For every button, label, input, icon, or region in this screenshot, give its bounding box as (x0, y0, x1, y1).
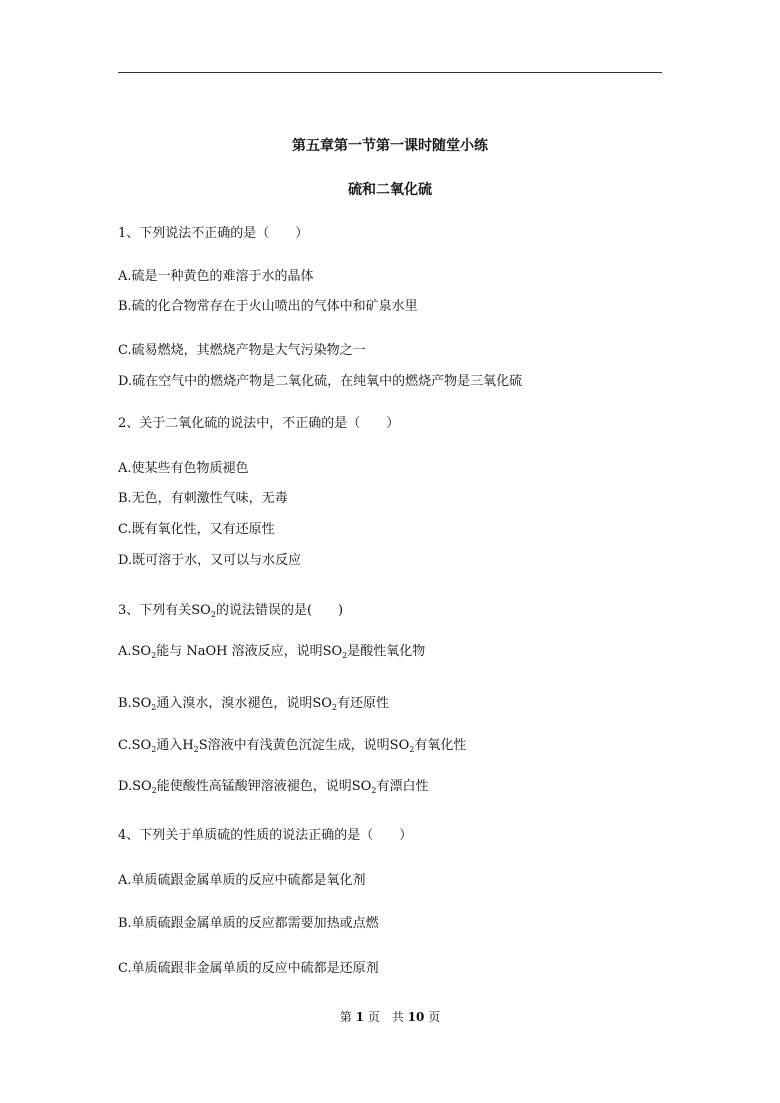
q4-stem: 4、下列关于单质硫的性质的说法正确的是（ ） (118, 828, 413, 843)
page-number: 1 (355, 1010, 364, 1024)
q1-option-d: D.硫在空气中的燃烧产物是二氧化硫，在纯氧中的燃烧产物是三氧化硫 (118, 374, 523, 389)
q2-option-d: D.既可溶于水，又可以与水反应 (118, 553, 302, 568)
header-rule (118, 72, 662, 73)
q4-option-c: C.单质硫跟非金属单质的反应中硫都是还原剂 (118, 961, 379, 976)
q3-option-b: $B.SO_2$通入溴水，溴水褪色，说明$SO_2$有还原性 (118, 696, 390, 712)
q3-option-c: $C.SO_2$通入$H_2S$溶液中有浅黄色沉淀生成，说明$SO_2$有氧化性 (118, 738, 467, 754)
q1-option-b: B.硫的化合物常存在于火山喷出的气体中和矿泉水里 (118, 299, 418, 314)
q2-option-c: C.既有氧化性，又有还原性 (118, 522, 275, 537)
footer-suffix: 页 (428, 1010, 441, 1024)
page-footer (0, 1009, 780, 1025)
q1-stem: 1、下列说法不正确的是（ ） (118, 226, 309, 241)
q3-stem: 3、下列有关$SO_2$的说法错误的是( ) (118, 603, 344, 619)
q2-option-a: A.使某些有色物质褪色 (118, 461, 249, 476)
q4-option-b: B.单质硫跟金属单质的反应都需要加热或点燃 (118, 916, 379, 931)
footer-middle: 页 共 (367, 1010, 404, 1024)
doc-title: 第五章第一节第一课时随堂小练 (292, 138, 488, 154)
q1-option-a: A.硫是一种黄色的难溶于水的晶体 (118, 269, 314, 284)
q1-option-c: C.硫易燃烧，其燃烧产物是大气污染物之一 (118, 343, 366, 358)
page-total: 10 (407, 1010, 425, 1024)
q3-option-d: $D.SO_2$能使酸性高锰酸钾溶液褪色，说明$SO_2$有漂白性 (118, 779, 429, 795)
q4-option-a: A.单质硫跟金属单质的反应中硫都是氧化剂 (118, 873, 366, 888)
q2-stem: 2、关于二氧化硫的说法中，不正确的是（ ） (118, 416, 400, 431)
doc-subtitle: 硫和二氧化硫 (348, 182, 432, 198)
q2-option-b: B.无色，有刺激性气味，无毒 (118, 491, 288, 506)
q3-option-a: $A.SO_2$能与 NaOH 溶液反应，说明$SO_2$是酸性氧化物 (118, 644, 426, 660)
footer-prefix: 第 (339, 1010, 352, 1024)
